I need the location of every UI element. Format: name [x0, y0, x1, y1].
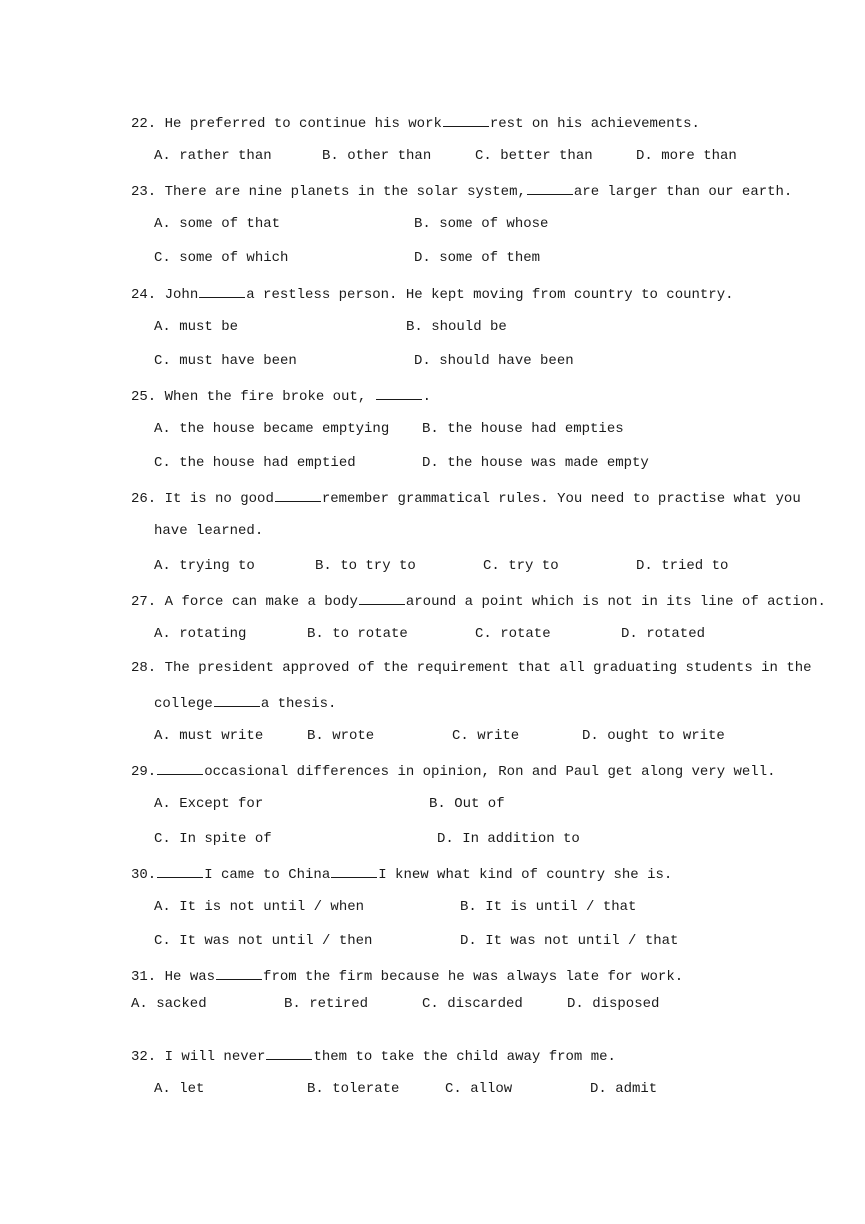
question-text: When the fire broke out, [164, 389, 367, 405]
option-d: D. tried to [636, 558, 729, 574]
option-b: B. Out of [429, 796, 505, 812]
question-text: college [154, 696, 213, 712]
answer-blank [331, 864, 377, 878]
option-a: A. some of that [154, 216, 281, 232]
option-d: D. admit [590, 1081, 658, 1097]
option-d: D. some of them [414, 250, 541, 266]
option-c: C. rotate [475, 626, 551, 642]
option-d: D. more than [636, 148, 737, 164]
question-text: It is no good [164, 491, 274, 507]
option-d: D. In addition to [437, 831, 580, 847]
question-32-stem [131, 1046, 616, 1064]
option-c: C. the house had emptied [154, 455, 356, 471]
option-c: C. try to [483, 558, 559, 574]
question-text: remember grammatical rules. You need to practise what you [321, 491, 801, 507]
question-text: I came to China [204, 867, 331, 883]
question-text: them to take the child away from me. [313, 1049, 616, 1065]
option-d: D. the house was made empty [422, 455, 649, 471]
question-number: 28. [131, 660, 157, 676]
question-number: 29. [131, 764, 157, 780]
option-b: B. some of whose [414, 216, 549, 232]
question-29-stem [131, 761, 776, 779]
option-a: A. sacked [131, 996, 207, 1012]
option-d: D. ought to write [582, 728, 725, 744]
option-d: D. should have been [414, 353, 574, 369]
question-30-stem [131, 864, 672, 882]
question-number: 25. [131, 389, 157, 405]
option-a: A. Except for [154, 796, 264, 812]
question-23-stem [131, 181, 792, 199]
question-number: 27. [131, 594, 157, 610]
question-text: a restless person. He kept moving from country to country. [246, 287, 734, 303]
answer-blank [443, 113, 489, 127]
question-27-stem [131, 591, 826, 609]
option-a: A. let [154, 1081, 205, 1097]
question-26-stem [131, 488, 801, 506]
option-d: D. rotated [621, 626, 706, 642]
answer-blank [157, 864, 203, 878]
question-text: The president approved of the requirement that all graduating students in the [164, 660, 812, 676]
answer-blank [199, 284, 245, 298]
option-b: B. other than [322, 148, 432, 164]
question-text: occasional differences in opinion, Ron and Paul get along very well. [204, 764, 776, 780]
option-a: A. must write [154, 728, 264, 744]
question-number: 24. [131, 287, 157, 303]
option-a: A. rotating [154, 626, 247, 642]
option-c: C. It was not until / then [154, 933, 373, 949]
question-22-stem [131, 113, 700, 131]
option-c: C. allow [445, 1081, 513, 1097]
question-text: John [164, 287, 199, 303]
question-number: 26. [131, 491, 157, 507]
question-number: 31. [131, 969, 157, 985]
question-text: There are nine planets in the solar system, [164, 184, 526, 200]
question-number: 30. [131, 867, 157, 883]
question-text: I knew what kind of country she is. [378, 867, 673, 883]
option-c: C. better than [475, 148, 593, 164]
question-text: from the firm because he was always late for work. [263, 969, 684, 985]
option-b: B. tolerate [307, 1081, 400, 1097]
question-text: . [422, 389, 432, 405]
option-b: B. to rotate [307, 626, 408, 642]
question-28-continuation [154, 693, 336, 711]
question-24-stem [131, 284, 734, 302]
question-text: He preferred to continue his work [164, 116, 442, 132]
question-text: He was [164, 969, 216, 985]
option-c: C. write [452, 728, 520, 744]
question-25-stem [131, 386, 431, 404]
option-c: C. discarded [422, 996, 523, 1012]
answer-blank [157, 761, 203, 775]
option-c: C. In spite of [154, 831, 272, 847]
option-b: B. the house had empties [422, 421, 624, 437]
question-31-stem [131, 966, 683, 984]
question-text: a thesis. [260, 696, 337, 712]
option-b: B. to try to [315, 558, 416, 574]
answer-blank [216, 966, 262, 980]
answer-blank [527, 181, 573, 195]
option-a: A. must be [154, 319, 239, 335]
question-number: 32. [131, 1049, 157, 1065]
answer-blank [214, 693, 260, 707]
option-b: B. It is until / that [460, 899, 637, 915]
answer-blank [376, 386, 422, 400]
question-text: around a point which is not in its line of action. [405, 594, 826, 610]
option-d: D. It was not until / that [460, 933, 679, 949]
question-text: A force can make a body [164, 594, 358, 610]
option-d: D. disposed [567, 996, 660, 1012]
option-b: B. should be [406, 319, 507, 335]
answer-blank [359, 591, 405, 605]
question-28-stem [131, 659, 812, 677]
question-number: 22. [131, 116, 157, 132]
option-a: A. trying to [154, 558, 255, 574]
option-c: C. some of which [154, 250, 289, 266]
option-a: A. the house became emptying [154, 421, 390, 437]
question-number: 23. [131, 184, 157, 200]
question-text: rest on his achievements. [489, 116, 700, 132]
answer-blank [266, 1046, 312, 1060]
option-a: A. It is not until / when [154, 899, 365, 915]
question-26-continuation: have learned. [154, 523, 264, 539]
option-b: B. wrote [307, 728, 375, 744]
option-c: C. must have been [154, 353, 297, 369]
question-text: I will never [164, 1049, 266, 1065]
option-a: A. rather than [154, 148, 272, 164]
answer-blank [275, 488, 321, 502]
question-text: are larger than our earth. [573, 184, 793, 200]
option-b: B. retired [284, 996, 369, 1012]
